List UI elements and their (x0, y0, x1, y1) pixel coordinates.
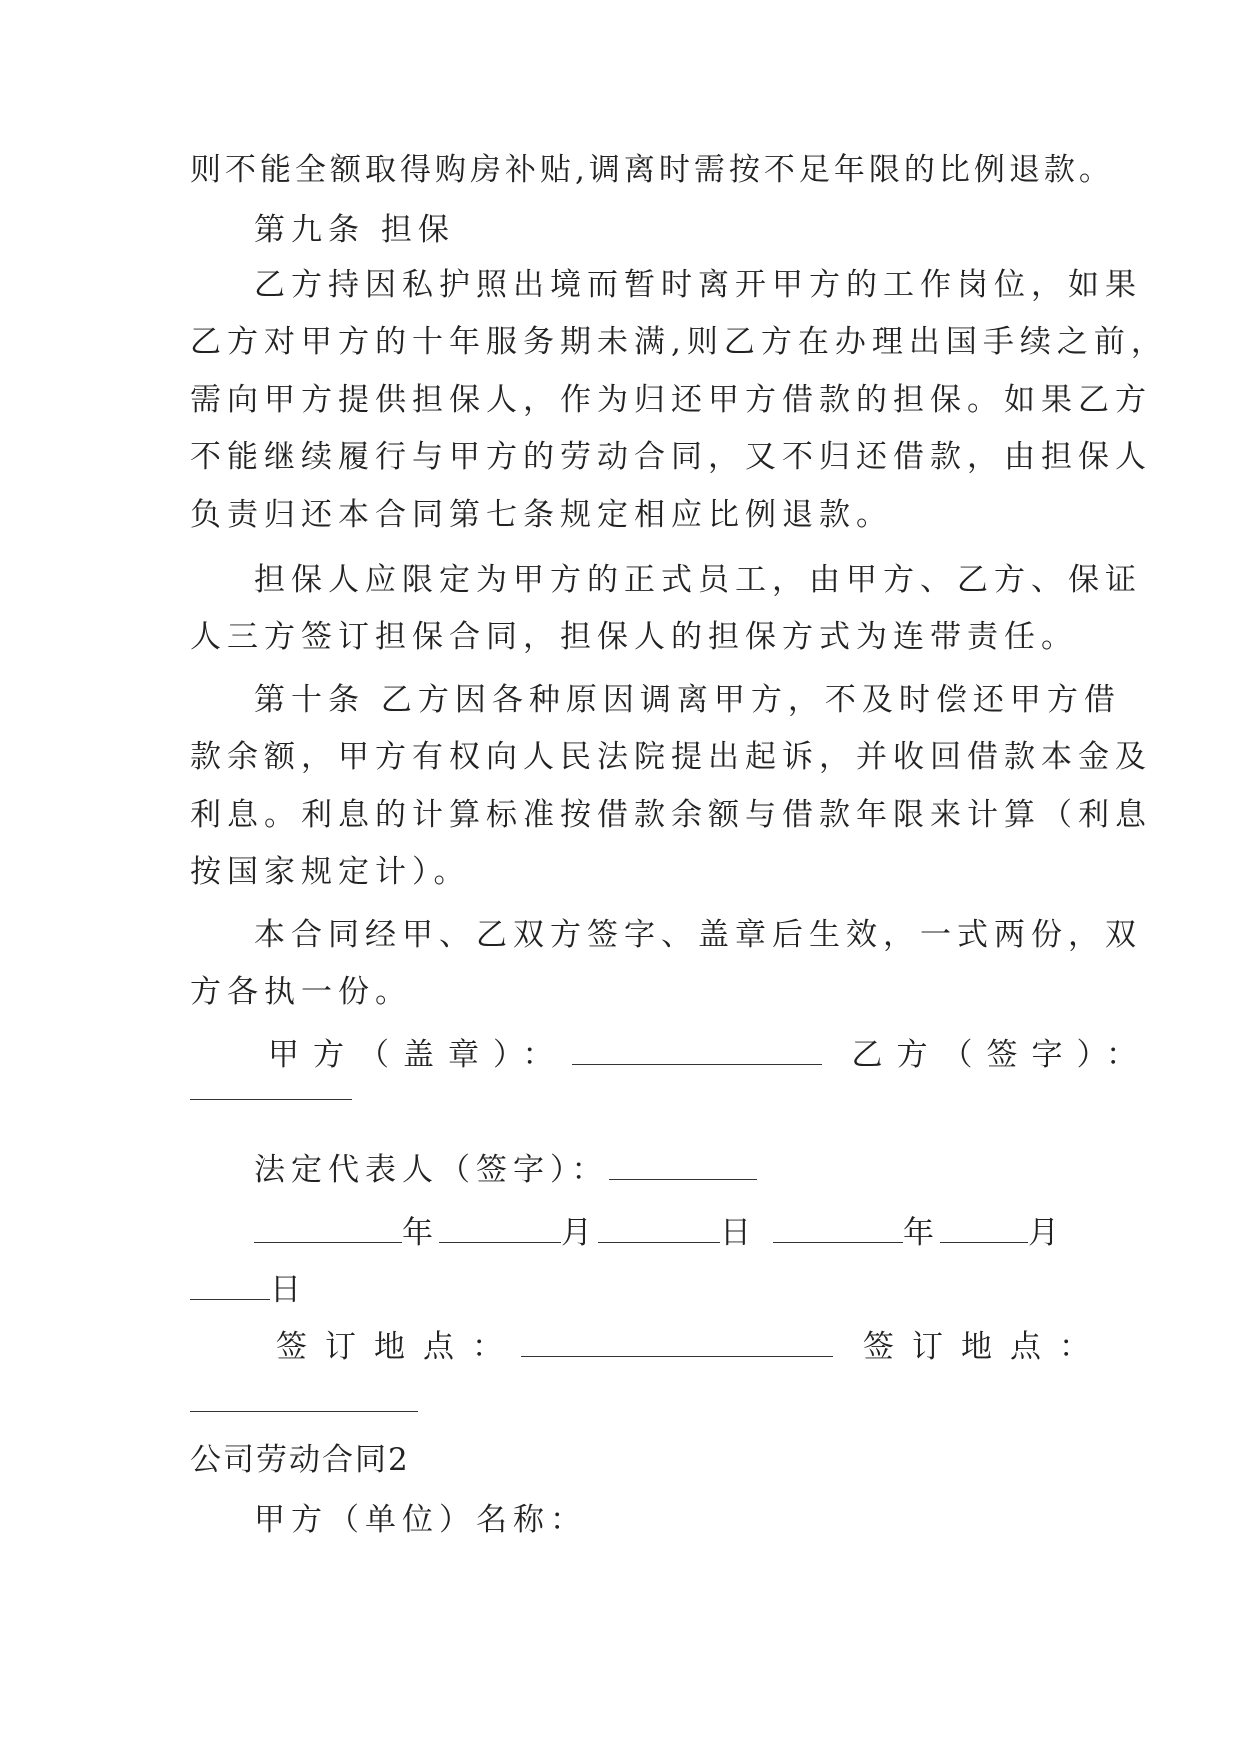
paragraph-line: 乙方对甲方的十年服务期未满,则乙方在办理出国手续之前， (190, 324, 1168, 360)
article-heading: 第九条 担保 (254, 212, 455, 248)
paragraph-line: 利息。利息的计算标准按借款余额与借款年限来计算（利息 (190, 797, 1152, 833)
legal-rep-row (254, 1150, 1114, 1190)
date-b-day-label: 日 (270, 1272, 307, 1308)
date-b-year-blank (773, 1218, 903, 1243)
signing-place-a-blank (521, 1332, 833, 1357)
paragraph-line: 按国家规定计）。 (190, 854, 471, 890)
date-b-day-blank (190, 1275, 270, 1300)
date-b-year-label: 年 (903, 1215, 940, 1251)
date-b-month-label: 月 (1028, 1215, 1065, 1251)
date-a-month-label: 月 (561, 1215, 598, 1251)
paragraph-line: 人三方签订担保合同，担保人的担保方式为连带责任。 (190, 619, 1078, 655)
signing-place-row (276, 1327, 1108, 1367)
paragraph-line: 方各执一份。 (190, 974, 412, 1010)
paragraph-line: 需向甲方提供担保人，作为归还甲方借款的担保。如果乙方 (190, 382, 1152, 418)
date-a-year-blank (254, 1218, 402, 1243)
party-a-seal-row (268, 1035, 1151, 1075)
article-line: 第十条 乙方因各种原因调离甲方，不及时偿还甲方借 (254, 682, 1121, 718)
date-a-year-label: 年 (402, 1215, 439, 1251)
paragraph-line: 本合同经甲、乙双方签字、盖章后生效，一式两份，双 (254, 917, 1142, 953)
paragraph-line: 乙方持因私护照出境而暂时离开甲方的工作岗位，如果 (254, 267, 1142, 303)
date-row (254, 1213, 1114, 1253)
section-title: 公司劳动合同2 (190, 1442, 410, 1478)
signing-place-a-label: 签订地点： (276, 1329, 521, 1365)
date-a-month-blank (439, 1218, 561, 1243)
party-a-seal-label: 甲方（盖章）： (268, 1037, 568, 1073)
party-b-sign-blank (190, 1098, 352, 1100)
paragraph-line: 款余额，甲方有权向人民法院提出起诉，并收回借款本金及 (190, 739, 1152, 775)
party-a-name-label: 甲方（单位）名称： (254, 1502, 587, 1538)
paragraph-line: 则不能全额取得购房补贴,调离时需按不足年限的比例退款。 (190, 152, 1114, 188)
legal-rep-label: 法定代表人（签字）： (254, 1152, 609, 1188)
date-a-day-label: 日 (720, 1215, 757, 1251)
legal-rep-blank (609, 1155, 757, 1180)
date-b-month-blank (940, 1218, 1028, 1243)
signing-place-b-label: 签订地点： (863, 1329, 1108, 1365)
signing-place-b-blank (190, 1410, 418, 1412)
date-a-day-blank (598, 1218, 720, 1243)
party-b-sign-label: 乙方（签字）： (851, 1037, 1151, 1073)
paragraph-line: 负责归还本合同第七条规定相应比例退款。 (190, 497, 893, 533)
paragraph-line: 不能继续履行与甲方的劳动合同，又不归还借款，由担保人 (190, 439, 1152, 475)
paragraph-line: 担保人应限定为甲方的正式员工，由甲方、乙方、保证 (254, 562, 1142, 598)
party-a-seal-blank (572, 1040, 822, 1065)
date-b-day-row (190, 1270, 1050, 1310)
